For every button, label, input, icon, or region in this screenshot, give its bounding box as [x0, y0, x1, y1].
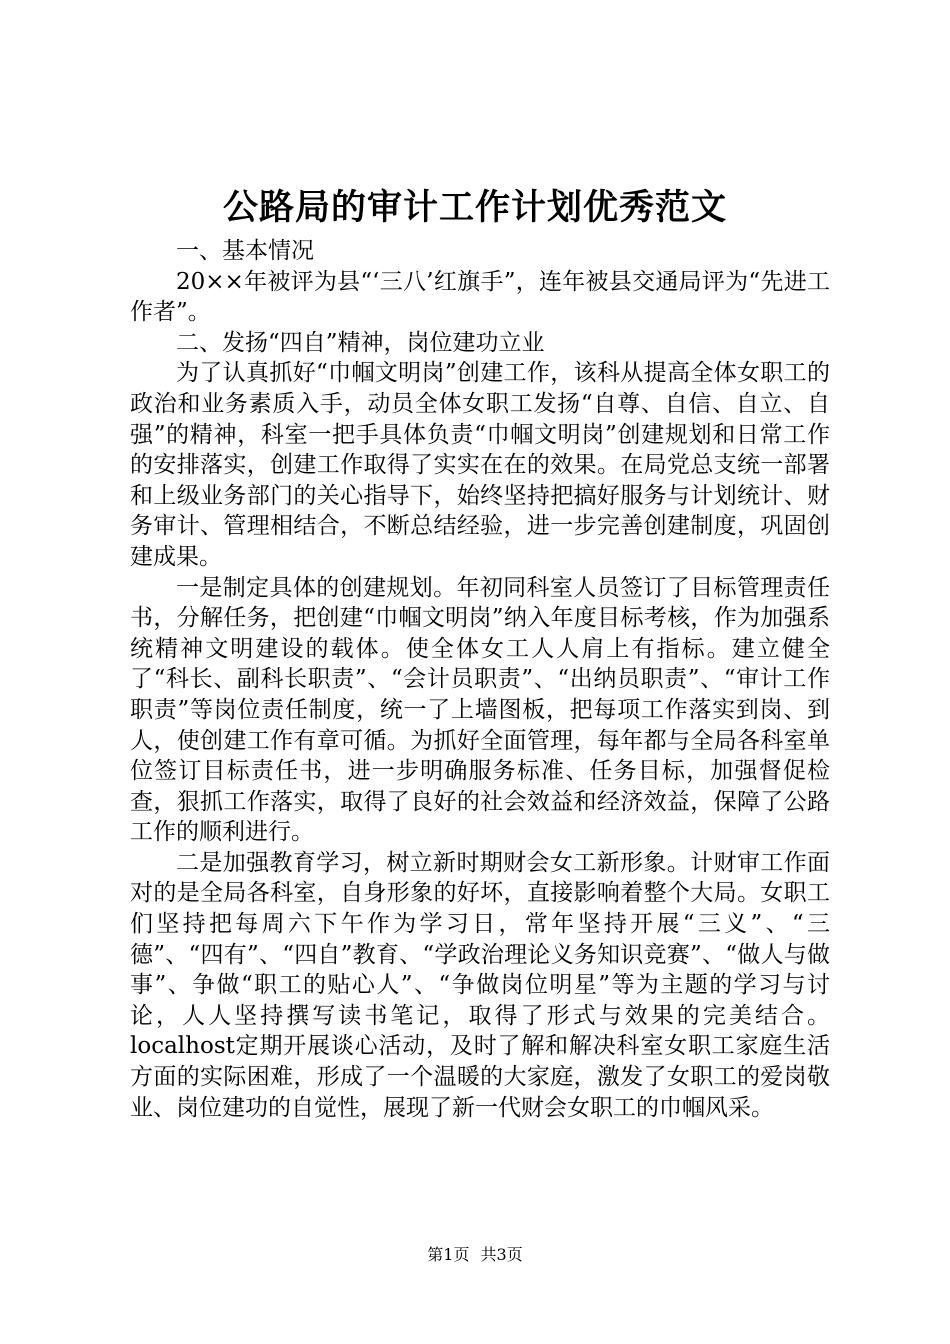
document-title: 公路局的审计工作计划优秀范文	[222, 187, 727, 228]
paragraph-education: 二是加强教育学习，树立新时期财会女工新形象。计财审工作面对的是全局各科室，自身形象的好坏，直接影响着整个大局。女职工们坚持把每周六下午作为学习日，常年坚持开展“三义”、“三德”、“四有”、“四自”教育、“学政治理论义务知识竞赛”、“做人与做事”、争做“职工的贴心人”、“争做岗位明星”等为主题的学习与讨论，人人坚持撰写读书笔记，取得了形式与效果的完美结合。localhost定期开展谈心活动，及时了解和解决科室女职工家庭生活方面的实际困难，形成了一个温暖的大家庭，激发了女职工的爱岗敬业、岗位建功的自觉性，展现了新一代财会女职工的巾帼风采。	[130, 849, 830, 1121]
paragraph-civilized-post: 为了认真抓好“巾帼文明岗”创建工作，该科从提高全体女职工的政治和业务素质入手，动员全体女职工发扬“自尊、自信、自立、自强”的精神，科室一把手具体负责“巾帼文明岗”创建规划和日常工作的安排落实，创建工作取得了实实在在的效果。在局党总支统一部署和上级业务部门的关心指导下，始终坚持把搞好服务与计划统计、财务审计、管理相结合，不断总结经验，进一步完善创建制度，巩固创建成果。	[130, 360, 830, 570]
section-heading-basic-info: 一、基本情况	[176, 238, 314, 264]
document-body	[130, 236, 830, 1123]
paragraph-planning: 一是制定具体的创建规划。年初同科室人员签订了目标管理责任书，分解任务，把创建“巾帼文明岗”纳入年度目标考核，作为加强系统精神文明建设的载体。使全体女工人人肩上有指标。建立健全了“科长、副科长职责”、“会计员职责”、“出纳员职责”、“审计工作职责”等岗位责任制度，统一了上墙图板，把每项工作落实到岗、到人，使创建工作有章可循。为抓好全面管理，每年都与全局各科室单位签订目标责任书，进一步明确服务标准、任务目标，加强督促检查，狠抓工作落实，取得了良好的社会效益和经济效益，保障了公路工作的顺利进行。	[130, 574, 830, 846]
section-heading-four-self: 二、发扬“四自”精神，岗位建功立业	[176, 329, 545, 356]
paragraph-honors: 20××年被评为县“‘三八’红旗手”，连年被县交通局评为“先进工作者”。	[130, 268, 830, 326]
page-number-footer: 第1页 共3页	[427, 1245, 523, 1264]
